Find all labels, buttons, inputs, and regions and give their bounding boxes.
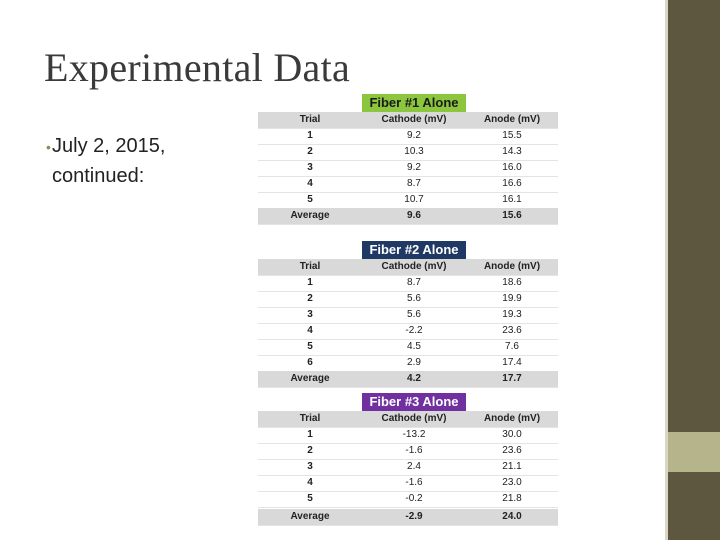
column-header: Trial	[299, 114, 321, 125]
trial-cell: 4	[307, 477, 313, 488]
cathode-cell: -13.2	[402, 429, 426, 440]
trial-cell: 3	[307, 162, 313, 173]
anode-cell: 16.0	[502, 162, 522, 173]
fiber-3-header: Fiber #3 Alone	[362, 393, 466, 411]
cathode-cell: 8.7	[407, 277, 421, 288]
cathode-cell: 2.4	[407, 461, 421, 472]
cathode-cell: 9.2	[407, 162, 421, 173]
trial-cell: 2	[307, 146, 313, 157]
average-anode: 24.0	[502, 511, 522, 522]
anode-cell: 23.6	[502, 325, 522, 336]
cathode-cell: 9.2	[407, 130, 421, 141]
table-row	[258, 128, 558, 145]
anode-cell: 15.5	[502, 130, 522, 141]
anode-cell: 23.6	[502, 445, 522, 456]
column-header: Anode (mV)	[483, 261, 541, 272]
cathode-cell: -0.2	[405, 493, 423, 504]
anode-cell: 30.0	[502, 429, 522, 440]
cathode-cell: -2.2	[405, 325, 423, 336]
trial-cell: 3	[307, 309, 313, 320]
cathode-cell: -1.6	[405, 477, 423, 488]
trial-cell: 4	[307, 325, 313, 336]
trial-cell: 5	[307, 194, 313, 205]
anode-cell: 23.0	[502, 477, 522, 488]
cathode-cell: -1.6	[405, 445, 423, 456]
table-row	[258, 160, 558, 177]
table-header-row	[258, 411, 558, 428]
average-label: Average	[290, 373, 330, 384]
table-row	[258, 475, 558, 492]
table-header-row	[258, 259, 558, 276]
table-row	[258, 427, 558, 444]
trial-cell: 4	[307, 178, 313, 189]
average-label: Average	[290, 511, 330, 522]
bullet-dot-icon: •	[46, 139, 51, 155]
table-row	[258, 275, 558, 292]
anode-cell: 19.3	[502, 309, 522, 320]
column-header: Cathode (mV)	[381, 261, 447, 272]
anode-cell: 21.1	[502, 461, 522, 472]
anode-cell: 19.9	[502, 293, 522, 304]
anode-cell: 7.6	[505, 341, 519, 352]
trial-cell: 3	[307, 461, 313, 472]
column-header: Cathode (mV)	[381, 114, 447, 125]
column-header: Trial	[299, 261, 321, 272]
trial-cell: 5	[307, 493, 313, 504]
anode-cell: 17.4	[502, 357, 522, 368]
fiber-2-header: Fiber #2 Alone	[362, 241, 466, 259]
fiber-1-header: Fiber #1 Alone	[362, 94, 466, 112]
average-cathode: 4.2	[407, 373, 421, 384]
average-label: Average	[290, 210, 330, 221]
cathode-cell: 5.6	[407, 309, 421, 320]
cathode-cell: 2.9	[407, 357, 421, 368]
anode-cell: 14.3	[502, 146, 522, 157]
table-row	[258, 291, 558, 308]
trial-cell: 1	[307, 429, 313, 440]
cathode-cell: 10.3	[404, 146, 424, 157]
average-row	[258, 208, 558, 225]
table-row	[258, 192, 558, 209]
table-row	[258, 144, 558, 161]
average-cathode: -2.9	[405, 511, 423, 522]
trial-cell: 1	[307, 277, 313, 288]
table-row	[258, 339, 558, 356]
cathode-cell: 10.7	[404, 194, 424, 205]
table-row	[258, 355, 558, 372]
trial-cell: 5	[307, 341, 313, 352]
cathode-cell: 8.7	[407, 178, 421, 189]
trial-cell: 6	[307, 357, 313, 368]
column-header: Anode (mV)	[483, 114, 541, 125]
cathode-cell: 5.6	[407, 293, 421, 304]
trial-cell: 2	[307, 445, 313, 456]
side-band-accent	[668, 432, 720, 472]
cathode-cell: 4.5	[407, 341, 421, 352]
anode-cell: 16.1	[502, 194, 522, 205]
trial-cell: 1	[307, 130, 313, 141]
table-row	[258, 323, 558, 340]
column-header: Cathode (mV)	[381, 413, 447, 424]
anode-cell: 18.6	[502, 277, 522, 288]
column-header: Trial	[299, 413, 321, 424]
anode-cell: 21.8	[502, 493, 522, 504]
table-row	[258, 491, 558, 508]
column-header: Anode (mV)	[483, 413, 541, 424]
table-row	[258, 307, 558, 324]
average-anode: 17.7	[502, 373, 522, 384]
bullet-text: July 2, 2015, continued:	[52, 135, 166, 187]
table-row	[258, 443, 558, 460]
table-row	[258, 176, 558, 193]
table-row	[258, 459, 558, 476]
bullet-item	[46, 131, 252, 191]
average-row	[258, 509, 558, 526]
trial-cell: 2	[307, 293, 313, 304]
average-row	[258, 371, 558, 388]
anode-cell: 16.6	[502, 178, 522, 189]
table-header-row	[258, 112, 558, 129]
average-cathode: 9.6	[407, 210, 421, 221]
average-anode: 15.6	[502, 210, 522, 221]
slide-title: Experimental Data	[44, 45, 351, 90]
